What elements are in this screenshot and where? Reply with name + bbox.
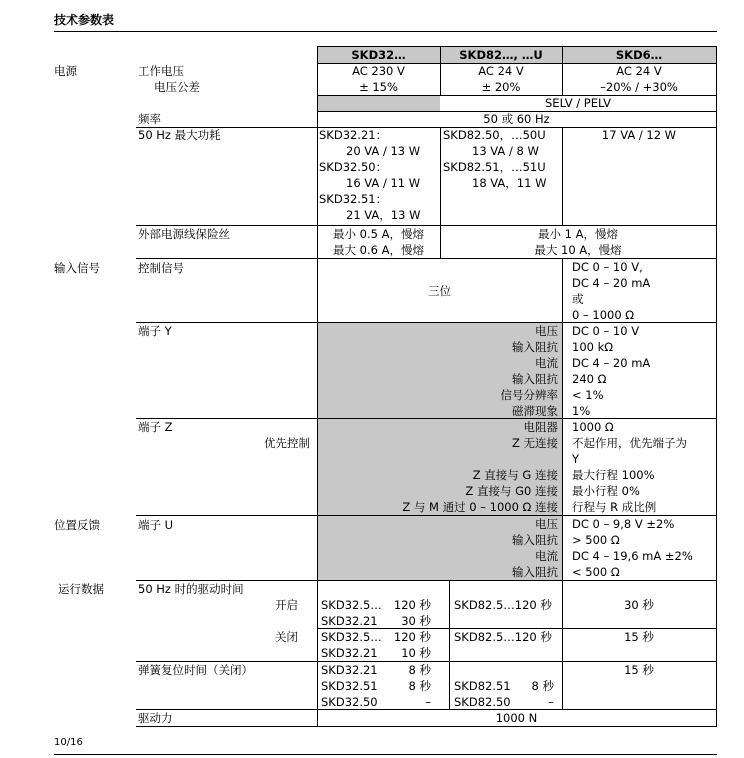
priority-control-label: 优先控制: [264, 436, 310, 450]
open-models: SKD32.5… SKD32.21: [321, 598, 382, 628]
power-skd6: 17 VA / 12 W: [601, 128, 677, 142]
tolerance-skd82: ± 20%: [481, 80, 521, 94]
section-operation: 运行数据: [58, 582, 104, 596]
open-label: 开启: [275, 598, 298, 612]
spring-skd82-models: SKD82.51 SKD82.50: [454, 679, 511, 709]
selv-gray: [317, 95, 440, 111]
freq-label: 频率: [138, 112, 161, 126]
force-label: 驱动力: [138, 711, 173, 725]
run-time-label: 50 Hz 时的驱动时间: [138, 582, 244, 596]
tolerance-skd6: –20% / +30%: [600, 80, 678, 94]
terminal-z-params: 电阻器 Z 无连接 Z 直接与 G 连接 Z 直接与 G0 连接 Z 与 M 通过 0 – 1000 Ω 连接: [402, 420, 558, 514]
close-skd82: SKD82.5…120 秒: [454, 630, 552, 644]
open-skd6: 30 秒: [624, 598, 654, 612]
spring-models: SKD32.21 SKD32.51 SKD32.50: [321, 663, 378, 709]
voltage-label: 工作电压: [138, 64, 184, 78]
terminal-y-params: 电压 输入阻抗 电流 输入阻抗 信号分辨率 磁滞现象: [500, 324, 558, 418]
terminal-z-label: 端子 Z: [138, 420, 173, 434]
power-skd32-cell: SKD32.21： 20 VA / 13 W SKD32.50： 16 VA / 11 W SKD32.51： 21 VA，13 W: [319, 128, 421, 222]
spring-skd82-times: 8 秒 –: [531, 679, 554, 709]
page-title: 技术参数表: [54, 13, 115, 27]
open-skd82: SKD82.5…120 秒: [454, 598, 552, 612]
freq-value: 50 或 60 Hz: [483, 112, 550, 126]
three-position: 三位: [428, 284, 451, 298]
fuse-label: 外部电源线保险丝: [138, 227, 230, 241]
voltage-skd32: AC 230 V: [352, 64, 405, 78]
section-feedback: 位置反馈: [54, 518, 100, 532]
tolerance-skd32: ± 15%: [359, 80, 398, 94]
terminal-u-params: 电压 输入阻抗 电流 输入阻抗: [512, 517, 558, 579]
header-col-skd82: SKD82…, …U: [459, 48, 543, 62]
fuse-skd32-cell: 最小 0.5 A，慢熔 最大 0.6 A，慢熔: [333, 227, 424, 257]
voltage-skd82: AC 24 V: [478, 64, 524, 78]
close-label: 关闭: [275, 630, 298, 644]
spring-skd6: 15 秒: [624, 663, 654, 677]
close-skd6: 15 秒: [624, 630, 654, 644]
spring-times: 8 秒 8 秒 –: [408, 663, 431, 709]
power-skd82-cell: SKD82.50，…50U 13 VA / 8 W SKD82.51，…51U 18 VA，11 W: [443, 128, 547, 190]
terminal-y-label: 端子 Y: [138, 324, 172, 338]
section-input: 输入信号: [54, 261, 100, 275]
close-models: SKD32.5… SKD32.21: [321, 630, 382, 660]
max-power-label: 50 Hz 最大功耗: [138, 128, 221, 142]
close-times: 120 秒 10 秒: [393, 630, 431, 660]
voltage-skd6: AC 24 V: [616, 64, 662, 78]
fuse-other-cell: 最小 1 A，慢熔 最大 10 A，慢熔: [534, 227, 622, 257]
header-col-skd32: SKD32…: [351, 48, 406, 62]
title-rule: [54, 31, 717, 32]
selv-value: SELV / PELV: [545, 96, 611, 110]
terminal-z-values: 1000 Ω 不起作用，优先端子为 Y 最大行程 100% 最小行程 0% 行程与 R 成比例: [572, 420, 687, 514]
terminal-u-label: 端子 U: [138, 518, 174, 532]
terminal-u-values: DC 0 – 9,8 V ±2% > 500 Ω DC 4 – 19,6 mA ±2% < 500 Ω: [572, 517, 693, 579]
open-times: 120 秒 30 秒: [393, 598, 431, 628]
control-values: DC 0 – 10 V, DC 4 – 20 mA 或 0 – 1000 Ω: [572, 260, 651, 322]
spring-return-label: 弹簧复位时间（关闭）: [138, 663, 253, 677]
page-number: 10/16: [54, 737, 83, 748]
control-signal-label: 控制信号: [138, 261, 184, 275]
terminal-y-values: DC 0 – 10 V 100 kΩ DC 4 – 20 mA 240 Ω < 1% 1%: [572, 324, 651, 418]
tolerance-label: 电压公差: [154, 80, 200, 94]
force-value: 1000 N: [495, 711, 538, 725]
header-col-skd6: SKD6…: [615, 48, 663, 62]
section-power: 电源: [54, 64, 77, 78]
